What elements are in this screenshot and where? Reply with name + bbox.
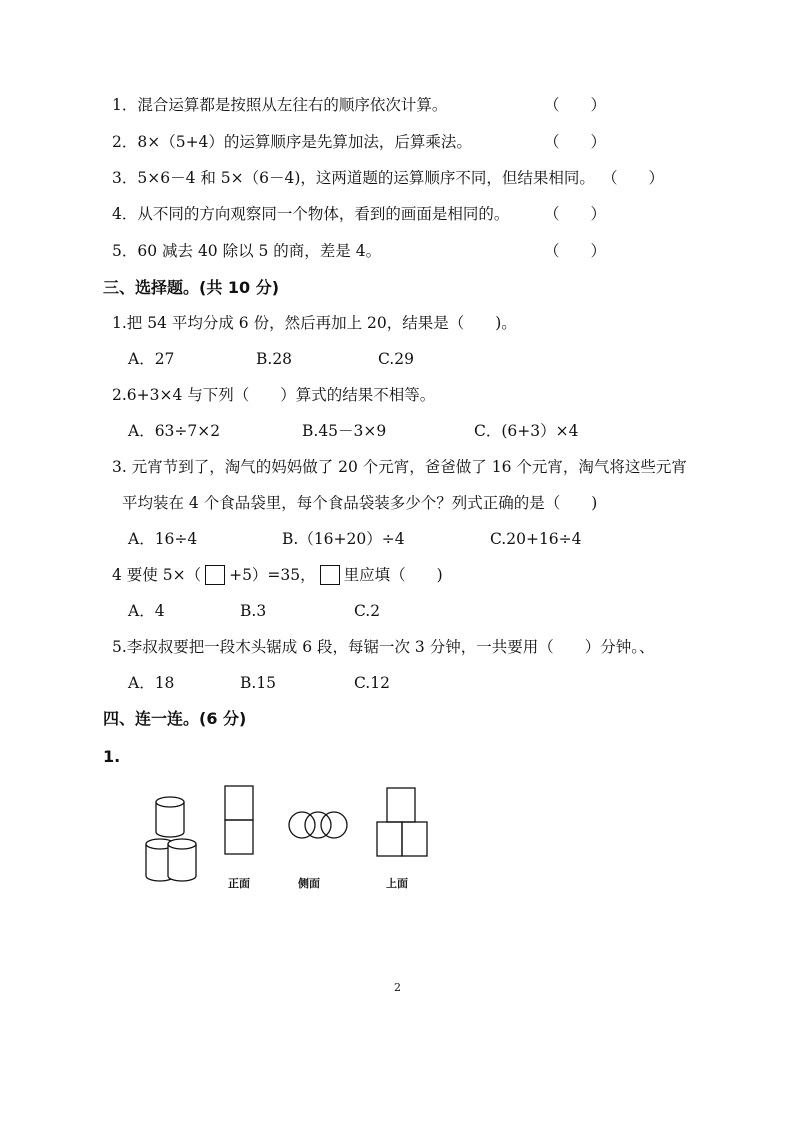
question-4-part-1: 4 要使 5×（ xyxy=(112,566,202,584)
side-view-figure[interactable] xyxy=(287,808,351,844)
question-4-part-3: 里应填（ ) xyxy=(343,566,443,584)
question-1: 1.把 54 平均分成 6 份，然后再加上 20，结果是（ )。 xyxy=(112,314,517,332)
stacked-cylinders-figure xyxy=(138,778,208,888)
option-5a[interactable]: A．18 xyxy=(128,674,175,692)
top-view-label: 上面 xyxy=(386,877,408,890)
question-3-line-1: 3. 元宵节到了，淘气的妈妈做了 20 个元宵，爸爸做了 16 个元宵，淘气将这些元宵 xyxy=(112,458,687,476)
judgment-item-4: 4．从不同的方向观察同一个物体，看到的画面是相同的。 xyxy=(112,205,510,223)
option-4a[interactable]: A．4 xyxy=(128,602,165,620)
question-label: 1. xyxy=(103,747,121,766)
answer-blank-2[interactable]: （ ） xyxy=(544,133,607,151)
question-2: 2.6+3×4 与下列（ ）算式的结果不相等。 xyxy=(112,386,436,404)
front-view-label: 正面 xyxy=(228,877,250,890)
option-4c[interactable]: C.2 xyxy=(354,602,381,620)
question-3-line-2: 平均装在 4 个食品袋里，每个食品袋装多少个？列式正确的是（ ) xyxy=(122,494,598,512)
page-number: 2 xyxy=(394,981,401,994)
top-view-figure[interactable] xyxy=(376,787,432,859)
option-3c[interactable]: C.20+16÷4 xyxy=(490,530,582,548)
option-3a[interactable]: A．16÷4 xyxy=(128,530,198,548)
option-5c[interactable]: C.12 xyxy=(354,674,390,692)
option-1c[interactable]: C.29 xyxy=(378,350,414,368)
section-4-title: 四、连一连。(6 分) xyxy=(103,709,247,728)
option-2b[interactable]: B.45－3×9 xyxy=(302,422,387,440)
judgment-item-5: 5．60 减去 40 除以 5 的商，差是 4。 xyxy=(112,242,382,260)
question-4-part-2: +5）=35， xyxy=(229,566,316,584)
answer-blank-5[interactable]: （ ） xyxy=(544,242,607,260)
blank-box[interactable] xyxy=(205,565,225,585)
answer-blank-4[interactable]: （ ） xyxy=(544,205,607,223)
section-3-title: 三、选择题。(共 10 分) xyxy=(103,278,280,297)
front-view-figure[interactable] xyxy=(224,785,256,857)
option-3b[interactable]: B.（16+20）÷4 xyxy=(282,530,405,548)
question-4 xyxy=(112,564,443,586)
option-2a[interactable]: A．63÷7×2 xyxy=(128,422,221,440)
option-5b[interactable]: B.15 xyxy=(240,674,277,692)
question-5: 5.李叔叔要把一段木头锯成 6 段，每锯一次 3 分钟，一共要用（ ）分钟。、 xyxy=(112,638,655,656)
side-view-label: 侧面 xyxy=(298,877,320,890)
answer-blank-1[interactable]: （ ） xyxy=(544,96,607,114)
blank-box[interactable] xyxy=(320,565,340,585)
option-1b[interactable]: B.28 xyxy=(256,350,293,368)
judgment-item-1: 1．混合运算都是按照从左往右的顺序依次计算。 xyxy=(112,96,448,114)
option-2c[interactable]: C．(6+3）×4 xyxy=(474,422,579,440)
judgment-item-2: 2．8×（5+4）的运算顺序是先算加法，后算乘法。 xyxy=(112,133,472,151)
answer-blank-3[interactable]: （ ） xyxy=(602,169,665,187)
option-1a[interactable]: A．27 xyxy=(128,350,175,368)
option-4b[interactable]: B.3 xyxy=(240,602,267,620)
judgment-item-3: 3．5×6－4 和 5×（6－4)，这两道题的运算顺序不同，但结果相同。 xyxy=(112,169,595,187)
